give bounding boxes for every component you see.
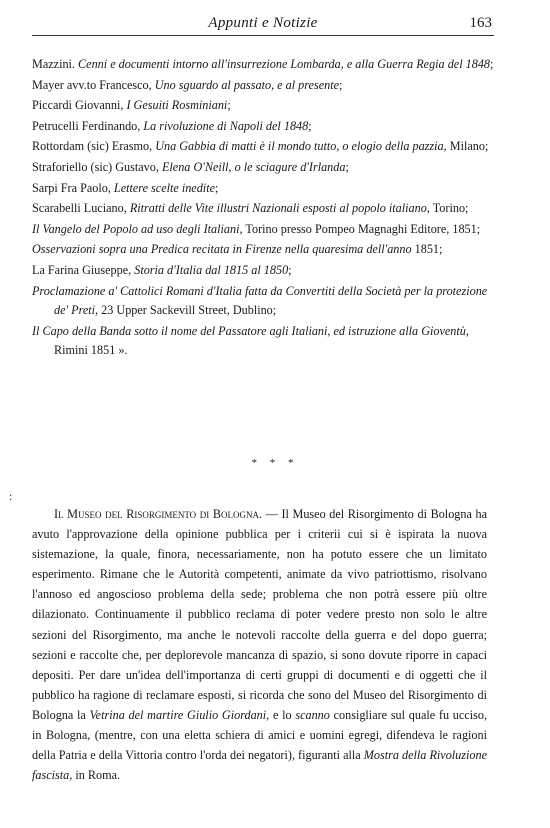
bibliography-entry: Mazzini. Cenni e documenti intorno all'insurrezione Lombarda, e alla Guerra Regia del 1848;: [32, 57, 494, 71]
running-title: Appunti e Notizie: [208, 15, 318, 31]
article-heading: Il Museo del Risorgimento di Bologna.: [54, 507, 263, 521]
bibliography-entry: Piccardi Giovanni, I Gesuiti Rosminiani;: [32, 98, 231, 113]
page-header: [32, 13, 494, 36]
bibliography-list: [32, 55, 496, 362]
bibliography-entry: Mayer avv.to Francesco, Uno sguardo al passato, e al presente;: [32, 77, 343, 92]
margin-mark: :: [9, 489, 13, 503]
bibliography-entry: Petrucelli Ferdinando, La rivoluzione di Napoli del 1848;: [32, 118, 312, 133]
bibliography-entry: Il Capo della Banda sotto il nome del Passatore agli Italiani, ed istruzione alla Gioventù, Rimini 1851 ».: [32, 323, 469, 357]
article-body: [32, 504, 487, 785]
section-separator: * * *: [251, 457, 299, 469]
bibliography-entry: Proclamazione a' Cattolici Romani d'Italia fatta da Convertiti della Società per la protezione de' Preti, 23 Upper Sackevill Street, Dublino;: [32, 283, 488, 317]
bibliography-entry: Osservazioni sopra una Predica recitata in Firenze nella quaresima dell'anno 1851;: [32, 242, 443, 257]
bibliography-entry: Rottordam (sic) Erasmo, Una Gabbia di matti è il mondo tutto, o elogio della pazzia, Milano;: [32, 139, 489, 154]
bibliography-entry: La Farina Giuseppe, Storia d'Italia dal 1815 al 1850;: [32, 262, 292, 277]
bibliography-entry: Scarabelli Luciano, Ritratti delle Vite illustri Nazionali esposti al popolo italiano, Torino;: [32, 201, 469, 216]
bibliography-entry: Sarpi Fra Paolo, Lettere scelte inedite;: [32, 180, 219, 195]
bibliography-entry: Il Vangelo del Popolo ad uso degli Italiani, Torino presso Pompeo Magnaghi Editore, 1851;: [32, 221, 481, 236]
bibliography-entry: Straforiello (sic) Gustavo, Elena O'Neill, o le sciagure d'Irlanda;: [32, 159, 349, 174]
article-paragraph: Il Museo del Risorgimento di Bologna. — Il Museo del Risorgimento di Bologna ha avuto l'approvazione della opinione pubblica per i criterii cui si è ispirata la nuova sistemazione, la quale, finora, necessariamente, non ha potuto essere che un limitato esperimento. Rimane che le Autorità competenti, animate da vivo patriottismo, risolvano l'annoso ed angoscioso problema della sede; problema che non potrà essere più oltre dilazionato. Continuamente il pubblico reclama di poter vedere presto non solo le altre sezioni del Risorgimento, ma anche le notevoli raccolte della guerra e del dopo guerra; sezioni e raccolte che, per deplorevole mancanza di spazio, si sono dovute riporre in capaci depositi. Per dare un'idea dell'importanza di certi gruppi di documenti e di oggetti che il pubblico ha ragione di reclamare esposti, si ricorda che sono del Museo del Risorgimento di Bologna la Vetrina del martire Giulio Giordani, e lo scanno consigliare sul quale fu ucciso, in Bologna, (mentre, con una eletta schiera di amici e uomini egregi, difendeva le ragioni della Patria e della Vittoria contro l'orda dei negatori), figuranti alla Mostra della Rivoluzione fascista, in Roma.: [32, 507, 488, 783]
page-number: 163: [469, 15, 492, 31]
